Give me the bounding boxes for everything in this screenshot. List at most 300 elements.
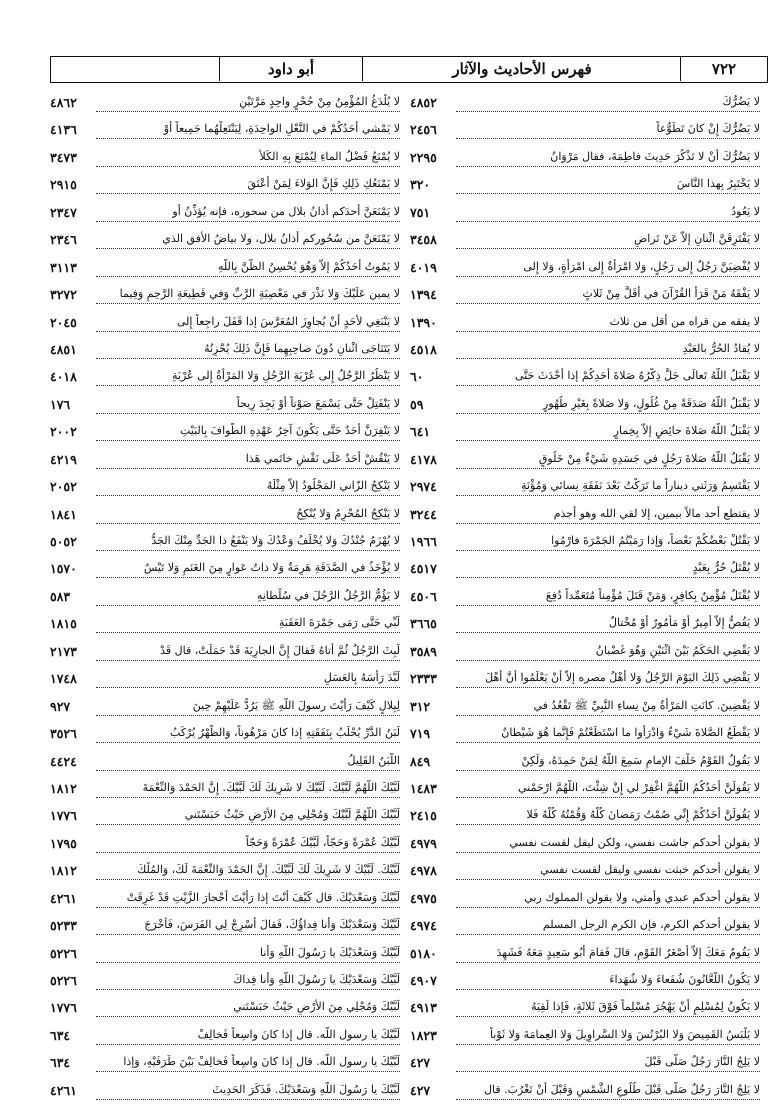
dot-leader <box>456 1099 760 1100</box>
entry-number: ٣٦٦٥ <box>410 616 437 632</box>
entry-number: ٤٩٧٤ <box>410 918 437 934</box>
index-entry <box>50 1053 400 1080</box>
entry-number: ٩٢٧ <box>50 698 71 714</box>
entry-number: ٤٨٦٢ <box>50 95 77 110</box>
entry-text: لَبَّيْكَ وَسَعْدَيْكَ. قال كَيْفَ أَنْتَ إذا رَأَيْتَ أَحْجارَ الزَّيْتِ قَدْ غَرِقَتْ <box>126 890 400 904</box>
entry-number: ٤٥١٧ <box>410 561 437 577</box>
entry-number: ٤٢٧ <box>410 1082 431 1098</box>
dot-leader <box>96 605 400 606</box>
index-entry <box>410 1026 760 1053</box>
index-entry <box>50 175 400 202</box>
dot-leader <box>96 770 400 771</box>
index-entry <box>410 779 760 806</box>
entry-number: ٤٨٥١ <box>50 341 77 357</box>
entry-number: ٣١١٣ <box>50 259 77 275</box>
dot-leader <box>456 632 760 633</box>
index-entry <box>410 944 760 971</box>
index-entry <box>50 285 400 312</box>
entry-text: اللَّبَنُ القَلِيلُ <box>347 753 400 767</box>
entry-text: لَبَنُ الدَّرِّ يُحْلَبُ بِنَفَقَتِهِ إذا كانَ مَرْهُوناً، وَالظَّهْرُ يُرْكَبُ <box>170 726 400 740</box>
dot-leader <box>96 934 400 935</box>
entry-text: لا يقولن أحدكم جاشت نفسي، ولكن ليقل لقست نفسي <box>509 835 760 849</box>
index-entry <box>410 93 760 120</box>
index-entry <box>50 614 400 641</box>
index-entry <box>410 916 760 943</box>
dot-leader <box>456 1071 760 1072</box>
dot-leader <box>96 824 400 825</box>
entry-text: لَبَّيْكَ. لَبَّيْكَ لا شَرِيكَ لَكَ لَبَّيْكَ. إِنَّ الحَمْدَ وَالنِّعْمَةَ لَكَ، وَالمُلْكَ <box>137 863 400 877</box>
index-entry <box>50 697 400 724</box>
dot-leader <box>96 907 400 908</box>
index-entry <box>410 1053 760 1080</box>
dot-leader <box>96 852 400 853</box>
dot-leader <box>456 248 760 249</box>
dot-leader <box>456 742 760 743</box>
entry-number: ٣٥٢٦ <box>50 726 77 742</box>
index-entry <box>50 1026 400 1053</box>
index-entry <box>50 395 400 422</box>
dot-leader <box>456 523 760 524</box>
entry-number: ٤٩٧٩ <box>410 835 437 851</box>
entry-text: لَبَّيْكَ عُمْرَةً وَحَجّاً، لَبَّيْكَ عُمْرَةً وَحَجّاً <box>245 835 400 849</box>
entry-text: لا يَنْفَتِلْ حَتَّى يَسْمَعَ صَوْتاً أَوْ يَجِدَ رِيحاً <box>236 396 400 410</box>
entry-number: ١٨١٢ <box>50 863 77 879</box>
dot-leader <box>456 1044 760 1045</box>
entry-text: لا يَمْشي أَحَدُكُمْ في النَّعْلِ الواحِدَةِ، لِيَنْتَعِلْهُما جَمِيعاً أَوْ <box>163 122 400 136</box>
dot-leader <box>456 879 760 880</box>
entry-text: لا يفقه من قراه من أقل من ثلاث <box>609 314 760 328</box>
entry-number: ٣٤٥٨ <box>410 232 437 248</box>
index-entry <box>410 148 760 175</box>
dot-leader <box>456 193 760 194</box>
index-entry <box>410 587 760 614</box>
entry-text: لا يُقادُ الحُرُّ بالعَبْدِ <box>682 341 760 355</box>
entry-number: ٦٣٤ <box>50 1055 71 1071</box>
entry-number: ٦٤١ <box>410 424 431 440</box>
index-entry <box>50 944 400 971</box>
entry-text: لا يَقُولَنَّ أَحَدُكُمْ إِنِّي صُمْتُ رَمَضانَ كُلَّهُ وَقُمْتُهُ كُلَّهُ فَلا <box>526 808 760 822</box>
entry-number: ١٤٨٣ <box>410 780 437 796</box>
entry-text: لا يَضُرُّكَ إِنْ كانَ تَطَوُّعاً <box>656 122 760 136</box>
entry-text: لِبِلالٍ كَيْفَ رَأَيْتَ رسولَ اللَّهِ ﷺ يَرُدُّ عَلَيْهِمْ حِينَ <box>192 698 400 712</box>
index-entry <box>410 998 760 1025</box>
index-entry <box>410 642 760 669</box>
entry-number: ٢٣٤٦ <box>50 232 77 248</box>
entry-number: ٤٢٦١ <box>50 890 77 906</box>
dot-leader <box>96 193 400 194</box>
entry-text: لا يَنْبَغِي لأَحَدٍ أَنْ يُجاوِزَ المُعَرَّسَ إذا قَفَلَ راجِعاً إِلى <box>176 314 400 328</box>
entry-number: ٦٣٤ <box>50 1027 71 1043</box>
entry-text: لا يقولن أحدكم خبثت نفسي وليقل لقست نفسي <box>540 863 760 877</box>
entry-number: ٢١٧٣ <box>50 643 77 659</box>
entry-text: لَبَّيْكَ وَمُجْلِي مِنَ الأَرْضِ حَيْثُ حَبَسْتَني <box>233 1000 400 1014</box>
entry-text: لا يَمُوتُ أَحَدُكُمْ إلاَّ وَهُوَ يُحْسِنُ الظَّنَّ بِاللَّهِ <box>218 259 400 273</box>
entry-number: ١٧٩٥ <box>50 835 77 851</box>
right-column <box>410 93 760 1108</box>
dot-leader <box>96 715 400 716</box>
index-entry <box>410 340 760 367</box>
entry-text: لا يَقْضِي الحَكَمُ بَيْنَ اثْنَيْنِ وَهُوَ غَضْبانُ <box>595 643 760 657</box>
entry-text: لا يَكُونُ اللَّعَّانُونَ شُفَعاءَ وَلا شُهَداءَ <box>609 973 760 986</box>
dot-leader <box>456 989 760 990</box>
index-entry <box>410 559 760 586</box>
entry-text: لا يُلْدَغُ المُؤْمِنُ مِنْ جُحْرٍ واحِدٍ مَرَّتَيْنِ <box>239 95 400 108</box>
dot-leader <box>96 440 400 441</box>
dot-leader <box>96 989 400 990</box>
dot-leader <box>96 962 400 963</box>
index-entry <box>50 120 400 147</box>
index-entry <box>50 450 400 477</box>
index-entry <box>50 148 400 175</box>
dot-leader <box>96 1071 400 1072</box>
entry-number: ٤٩٧٥ <box>410 890 437 906</box>
entry-number: ٥٢٢٦ <box>50 973 77 988</box>
dot-leader <box>96 111 400 112</box>
entry-number: ٤٩١٣ <box>410 1000 437 1016</box>
dot-leader <box>456 1016 760 1017</box>
index-entry <box>410 752 760 779</box>
entry-text: لا يَضُرُّكَ <box>722 95 760 108</box>
entry-number: ٤٥١٨ <box>410 341 437 357</box>
dot-leader <box>456 413 760 414</box>
entry-number: ٣٤٧٣ <box>50 149 77 165</box>
index-entry <box>410 120 760 147</box>
index-entry <box>410 450 760 477</box>
index-entry <box>410 724 760 751</box>
entry-text: لا يقولن أحدكم الكرم، فإن الكرم الرجل المسلم <box>542 918 760 932</box>
dot-leader <box>96 577 400 578</box>
index-entry <box>50 916 400 943</box>
entry-text: لا يُؤْخَذُ في الصَّدَقَةِ هَرِمَةٌ وَلا ذاتُ عَوارٍ مِنَ الغَنَمِ وَلا تَيْسٌ <box>143 561 400 575</box>
entry-text: لا يَفْتَرِقَنَّ اثْنانِ إلاَّ عَنْ تَراضٍ <box>633 232 760 246</box>
entry-number: ٥٩ <box>410 396 424 412</box>
index-entry <box>50 1081 400 1108</box>
index-entry <box>50 559 400 586</box>
dot-leader <box>96 797 400 798</box>
entry-number: ٢٩١٥ <box>50 177 77 193</box>
entry-text: لا يُفْضِيَنَّ رَجُلٌ إِلى رَجُلٍ، وَلا امْرَأَةٌ إِلى امْرَأَةٍ، وَلا إِلى <box>523 259 760 273</box>
entry-number: ٥١٨٠ <box>410 945 437 961</box>
entry-text: لَبَّيْكَ اللَّهُمَّ لَبَّيْكَ. لَبَّيْكَ لا شَرِيكَ لَكَ لَبَّيْكَ. إِنَّ الحَمْدَ وَالنِّعْمَةَ <box>142 780 400 794</box>
entry-number: ١٧٧٦ <box>50 1000 77 1016</box>
index-entry <box>50 752 400 779</box>
entry-text: لا يَمْنَعَنَّ أحدَكم أذانُ بلال من سحوره، فإنه يُؤذِّنُ أو <box>172 204 400 218</box>
dot-leader <box>96 221 400 222</box>
entry-number: ٢٠٥٢ <box>50 479 77 495</box>
entry-number: ٤٠١٩ <box>410 259 437 275</box>
entry-number: ١٧٦ <box>50 396 71 412</box>
dot-leader <box>456 385 760 386</box>
dot-leader <box>96 248 400 249</box>
index-entry <box>50 998 400 1025</box>
dot-leader <box>456 660 760 661</box>
entry-number: ٨٤٩ <box>410 753 431 769</box>
entry-text: لَبِثَ الرَّجُلُ ثُمَّ أَتاهُ فَقالَ إِنَّ الجارِيَةَ قَدْ حَمَلَتْ، قال قَدْ <box>160 643 400 657</box>
dot-leader <box>96 358 400 359</box>
dot-leader <box>456 166 760 167</box>
dot-leader <box>456 687 760 688</box>
entry-text: لا يمين عَلَيْكَ وَلا نَذْرَ في مَعْصِيَةِ الرَّبِّ وَفي قَطِيعَةِ الرَّحِمِ وَفِيما <box>119 287 400 301</box>
entry-text: لا يَنْفِرَنَّ أَحَدٌ حَتَّى يَكُونَ آخِرُ عَهْدِهِ الطَّوافَ بِالبَيْتِ <box>179 424 400 438</box>
entry-text: لا يَقْبَلُ اللَّهُ صَلاةَ رَجُلٍ في جَسَدِهِ شَيْءٌ مِنْ خَلُوقٍ <box>538 451 760 465</box>
index-entry <box>410 532 760 559</box>
page-number: ٧٢٢ <box>680 57 767 81</box>
dot-leader <box>456 715 760 716</box>
index-entry <box>410 669 760 696</box>
index-entry <box>410 175 760 202</box>
entry-text: لا يقتطع أحد مالاً بيمين، إلا لقي الله وهو أجذم <box>553 506 760 520</box>
entry-number: ٢٤٥٦ <box>410 122 437 138</box>
entry-number: ٤٥٠٦ <box>410 588 437 604</box>
index-entry <box>50 203 400 230</box>
entry-text: لَبَّدَ رَأْسَهُ بِالعَسَلِ <box>323 671 400 685</box>
dot-leader <box>96 879 400 880</box>
book-name: أبو داود <box>219 57 363 81</box>
index-entry <box>410 203 760 230</box>
dot-leader <box>456 962 760 963</box>
index-entry <box>50 642 400 669</box>
dot-leader <box>456 770 760 771</box>
index-entry <box>50 340 400 367</box>
entry-text: لا يُقْتَلُ حُرٌّ بِعَبْدٍ <box>692 561 760 575</box>
entry-number: ٤٢٧ <box>410 1055 431 1071</box>
dot-leader <box>96 523 400 524</box>
entry-number: ١٧٧٦ <box>50 808 77 824</box>
entry-number: ٣٢٠ <box>410 177 431 193</box>
index-entry <box>50 806 400 833</box>
index-entry <box>410 395 760 422</box>
index-entry <box>50 422 400 449</box>
entry-number: ١٨٢٣ <box>410 1027 437 1043</box>
entry-number: ٢٠٤٥ <box>50 314 77 330</box>
entry-text: لا يَخْتَبِرُ بِهذا النَّاسَ <box>676 177 760 191</box>
dot-leader <box>456 797 760 798</box>
entry-number: ٤٢٦١ <box>50 1082 77 1098</box>
entry-number: ١٣٩٠ <box>410 314 437 330</box>
entry-text: لا يَكُونُ لِمُسْلِمٍ أَنْ يَهْجُرَ مُسْلِماً فَوْقَ ثَلاثَةٍ، فَإذا لَقِيَهُ <box>531 1000 760 1014</box>
index-entry <box>50 230 400 257</box>
dot-leader <box>456 276 760 277</box>
dot-leader <box>96 138 400 139</box>
entry-text: لا يَلْبَسُ القَمِيصَ وَلا البُرْنُسَ وَلا السَّراوِيلَ وَلا العِمامَةَ وَلا ثَوْباً <box>489 1027 760 1041</box>
index-entry <box>50 93 400 120</box>
index-entry <box>410 697 760 724</box>
entry-text: لا يَقْطَعُ الصَّلاةَ شَيْءٌ وَادْرَأُوا ما اسْتَطَعْتُمْ فَإِنَّما هُوَ شَيْطانٌ <box>501 726 760 740</box>
dot-leader <box>96 742 400 743</box>
entry-text: لا يَلِجُ النَّارَ رَجُلٌ صَلَّى قَبْلَ طُلُوعِ الشَّمْسِ وَقَبْلَ أَنْ تَغْرُبَ. قال <box>484 1082 760 1096</box>
index-entry <box>50 505 400 532</box>
dot-leader <box>96 413 400 414</box>
index-entry <box>50 367 400 394</box>
entry-text: لا يَمْنَعُكِ ذَلِكِ فَإِنَّ الوَلاءَ لِمَنْ أَعْتَقَ <box>247 177 400 191</box>
dot-leader <box>96 385 400 386</box>
index-entry <box>410 1081 760 1108</box>
index-entry <box>50 724 400 751</box>
index-entry <box>410 313 760 340</box>
entry-number: ١٧٤٨ <box>50 671 77 687</box>
entry-number: ٤٠١٨ <box>50 369 77 385</box>
entry-number: ٤١٧٨ <box>410 451 437 467</box>
dot-leader <box>456 824 760 825</box>
entry-number: ١٨١٢ <box>50 780 77 796</box>
entry-text: لا يَقُصُّ إلاَّ أَمِيرٌ أَوْ مَأْمُورٌ أَوْ مُخْتالٌ <box>608 616 760 630</box>
entry-text: لا يَقْضِينَ. كانَتِ المَرْأَةُ مِنْ نِساءِ النَّبِيِّ ﷺ تَقْعُدُ في <box>533 698 760 712</box>
entry-number: ٣٥٨٩ <box>410 643 437 659</box>
dot-leader <box>96 303 400 304</box>
entry-text: لا يَنْظُرُ الرَّجُلُ إِلى عُرْيَةِ الرَّجُلِ وَلا المَرْأَةُ إِلى عُرْيَةِ <box>171 369 400 383</box>
entry-number: ١٥٧٠ <box>50 561 77 577</box>
dot-leader <box>456 577 760 578</box>
index-entry <box>50 313 400 340</box>
entry-number: ١٨١٥ <box>50 616 77 632</box>
index-entry <box>410 505 760 532</box>
entry-text: لا يَمْنَعَنَّ من سُحُوركم أذانُ بلال، ولا بياضُ الأفق الذي <box>162 232 400 246</box>
index-entry <box>50 861 400 888</box>
index-entry <box>410 834 760 861</box>
entry-text: لا يُمْنَعُ فَضْلُ الماءِ لِيُمْنَعَ بِهِ الكَلأُ <box>259 149 400 163</box>
dot-leader <box>456 852 760 853</box>
dot-leader <box>96 166 400 167</box>
entry-number: ٥٠٥٢ <box>50 534 77 549</box>
index-entry <box>410 614 760 641</box>
dot-leader <box>456 550 760 551</box>
entry-text: لا يَؤُمُّ الرَّجُلُ الرَّجُلَ في سُلْطانِهِ <box>256 588 400 602</box>
entry-text: لا يَلِجُ النَّارَ رَجُلٌ صَلَّى قَبْلَ <box>644 1055 760 1069</box>
entry-number: ٤٨٥٢ <box>410 95 437 110</box>
index-entry <box>50 258 400 285</box>
entry-text: لَبَّيْكَ وَسَعْدَيْكَ وَأَنا فِداؤُكَ، فَقالَ أَسْرِجْ لِي الفَرَسَ، فَأَخْرَجَ <box>144 918 400 932</box>
dot-leader <box>96 1044 400 1045</box>
entry-number: ٣٢٧٢ <box>50 287 77 303</box>
left-column <box>50 93 400 1108</box>
entry-text: لا يَقُولَنَّ أَحَدُكُمُ اللَّهُمَّ اغْفِرْ لي إِنْ شِئْتَ، اللَّهُمَّ ارْحَمْني <box>518 780 760 794</box>
index-entry <box>50 477 400 504</box>
index-entry <box>410 971 760 998</box>
entry-text: لا يَضُرُّكَ أَنْ لا تَذْكُرَ حَدِيثَ فاطِمَةَ، فقال مَرْوَانُ <box>550 149 760 163</box>
entry-text: لَبَّيْكَ اللَّهُمَّ لَبَّيْكَ وَمُجْلِي مِنَ الأَرْضِ حَيْثُ حَبَسْتَني <box>184 808 400 822</box>
entry-number: ٣١٢ <box>410 698 431 714</box>
index-entry <box>50 779 400 806</box>
entry-text: لَبَّيْكَ يا رسول اللَّه. قال إذا كانَ واسِعاً فَخالِفْ بَيْنَ طَرَفَيْهِ، وَإذا <box>123 1055 400 1069</box>
entry-number: ٣٢٤٤ <box>410 506 437 522</box>
dot-leader <box>456 221 760 222</box>
index-entry <box>50 669 400 696</box>
dot-leader <box>456 111 760 112</box>
entry-text: لا يَقْبَلُ اللَّهُ صَلاةَ حائِضٍ إلاَّ بِخِمارٍ <box>613 424 760 438</box>
dot-leader <box>456 495 760 496</box>
entry-number: ٢٣٤٧ <box>50 204 77 220</box>
entry-text: لا يَنْكِحُ المُحْرِمُ وَلا يُنْكِحُ <box>296 506 400 520</box>
index-entry <box>410 230 760 257</box>
header-empty-cell <box>192 57 221 81</box>
entry-text: لا يَنْقُشْ أَحَدٌ عَلَى نَقْشِ خاتَمي هَذا <box>245 451 400 465</box>
entry-text: لا يَقُومُ مَعَكَ إلاَّ أَصْغَرُ القَوْمِ، قالَ فَقامَ أَبُو سَعِيدٍ مَعَهُ فَشَهِدَ <box>496 945 760 959</box>
index-entry <box>410 477 760 504</box>
entry-text: لا يَفْقَهُ مَنْ قَرَأَ القُرْآنَ في أَقَلَّ مِنْ ثَلاثٍ <box>582 287 760 301</box>
index-entry <box>410 422 760 449</box>
entry-text: لَبَّيْكَ يا رَسُولَ اللَّهِ وَسَعْدَيْكَ. فَذَكَرَ الحَدِيثَ <box>212 1082 400 1096</box>
entry-text: لا يَقْضِي ذَلِكَ اليَوْمَ الرَّجُلُ وَلا أَهْلُ مصره إلاَّ أَنْ يَعْلَمُوا أَنَّ أَهْلَ <box>485 671 760 685</box>
dot-leader <box>96 550 400 551</box>
dot-leader <box>96 687 400 688</box>
index-entry <box>410 861 760 888</box>
entry-number: ١٩٦٦ <box>410 534 437 549</box>
entry-text: لا يُهْزَمُ جُنْدُكَ وَلا يُخْلَفُ وَعْدُكَ وَلا يَنْفَعُ ذا الجَدِّ مِنْكَ الجَدُّ <box>151 534 400 547</box>
dot-leader <box>96 276 400 277</box>
dot-leader <box>456 468 760 469</box>
entry-text: لا يَقُولُ القَوْمُ خَلْفَ الإمامِ سَمِعَ اللَّهُ لِمَنْ حَمِدَهُ، وَلَكِنْ <box>521 753 760 767</box>
entry-number: ١٨٤١ <box>50 506 77 522</box>
entry-text: لا يَقْتَسِمُ وَرَثَتي ديناراً ما تَرَكْتُ بَعْدَ نَفَقَةِ نِسائي وَمُؤْنَةِ <box>521 479 760 493</box>
dot-leader <box>456 138 760 139</box>
entry-number: ٤٩٠٧ <box>410 973 437 988</box>
entry-number: ٢٩٧٤ <box>410 479 437 495</box>
entry-number: ٢٠٠٢ <box>50 424 77 440</box>
index-entry <box>50 532 400 559</box>
entry-number: ٤٤٢٤ <box>50 753 77 769</box>
dot-leader <box>456 358 760 359</box>
entry-text: لَبِّي حَتَّى رَمَى جَمْرَةَ العَقَبَةِ <box>279 616 400 630</box>
entry-number: ٤٩٧٨ <box>410 863 437 879</box>
index-entry <box>50 834 400 861</box>
dot-leader <box>96 1016 400 1017</box>
entry-number: ٤٢١٩ <box>50 451 77 467</box>
entry-text: لا يقولن أحدكم عبدي وأمتي، ولا يقولن المملوك ربي <box>524 890 760 904</box>
entry-text: لَبَّيْكَ وَسَعْدَيْكَ يا رَسُولَ اللَّهِ وَأَنا <box>259 945 400 959</box>
dot-leader <box>96 495 400 496</box>
entry-number: ٤١٣٦ <box>50 122 77 138</box>
dot-leader <box>456 605 760 606</box>
index-entry <box>410 806 760 833</box>
page-title: فهرس الأحاديث والآثار <box>452 60 592 78</box>
entry-number: ٧٥١ <box>410 204 431 220</box>
page-header <box>50 56 768 83</box>
entry-text: لا يَقْبَلُ اللَّهُ صَدَقَةً مِنْ غُلُولٍ، وَلا صَلاةً بِغَيْرِ طُهُورٍ <box>543 396 760 410</box>
entry-number: ٦٠ <box>410 369 424 385</box>
index-entry <box>410 258 760 285</box>
entry-number: ٢٣٣٣ <box>410 671 437 687</box>
index-entry <box>50 889 400 916</box>
entry-number: ٥٨٣ <box>50 588 71 604</box>
dot-leader <box>456 440 760 441</box>
entry-text: لا يَقْتُلْ بَعْضُكُمْ بَعْضاً، وَإذا رَمَيْتُمُ الجَمْرَةَ فارْمُوا <box>551 534 760 547</box>
entry-text: لا يَتَنَاجَى اثْنانِ دُونَ صاحِبِهِما فَإِنَّ ذَلِكَ يُحْزِنُهُ <box>204 341 400 355</box>
entry-text: لا يَقْبَلُ اللَّهُ تَعالَى جَلَّ ذِكْرُهُ صَلاةَ أَحَدِكُمْ إذا أَحْدَثَ حَتَّى <box>515 369 760 383</box>
dot-leader <box>456 907 760 908</box>
dot-leader <box>96 1099 400 1100</box>
index-entry <box>50 587 400 614</box>
dot-leader <box>96 632 400 633</box>
entry-number: ٢٤١٥ <box>410 808 437 824</box>
index-entry <box>410 889 760 916</box>
dot-leader <box>456 934 760 935</box>
entry-number: ٥٢٢٦ <box>50 945 77 961</box>
dot-leader <box>96 468 400 469</box>
index-entry <box>410 367 760 394</box>
dot-leader <box>96 660 400 661</box>
entry-text: لَبَّيْكَ يا رسول اللَّه. قال إذا كانَ واسِعاً فَخالِفْ <box>197 1027 400 1041</box>
index-entry <box>50 971 400 998</box>
entry-number: ٧١٩ <box>410 726 431 742</box>
dot-leader <box>456 303 760 304</box>
entry-text: لا يَعُودُ <box>731 204 760 218</box>
index-entry <box>410 285 760 312</box>
entry-text: لَبَّيْكَ وَسَعْدَيْكَ يا رَسُولَ اللَّهِ وَأَنا فِداكَ <box>233 973 400 986</box>
dot-leader <box>456 331 760 332</box>
entry-text: لا يُقْتَلُ مُؤْمِنٌ بِكافِرٍ، وَمَنْ قَتَلَ مُؤْمِناً مُتَعَمِّداً دُفِعَ <box>545 588 760 602</box>
entry-text: لا يَنْكِحُ الزّاني المَجْلُودُ إلاَّ مِثْلَهُ <box>266 479 400 493</box>
entry-number: ٥٢٣٣ <box>50 918 77 934</box>
